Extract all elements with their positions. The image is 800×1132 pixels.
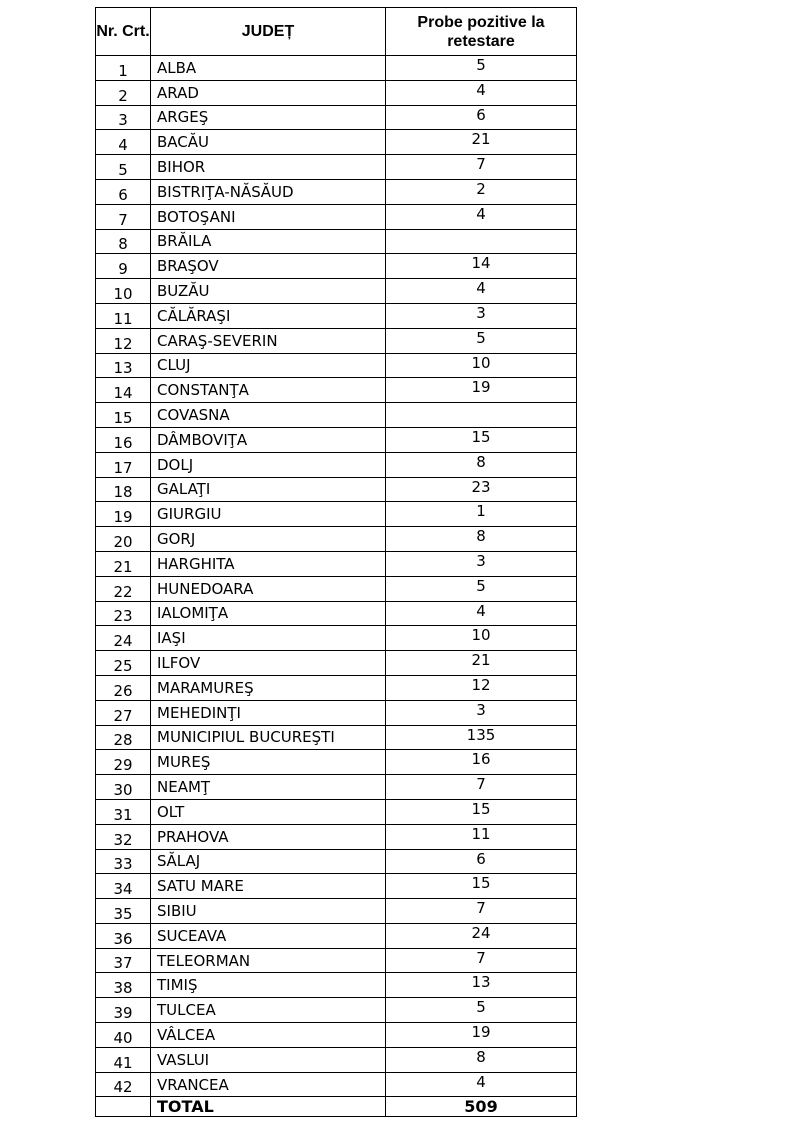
row-number-cell: 9	[96, 254, 151, 279]
row-number-cell: 31	[96, 799, 151, 824]
positive-count-cell: 1	[386, 502, 577, 527]
table-row	[96, 923, 577, 948]
county-name-cell: SATU MARE	[151, 874, 386, 899]
positive-count-cell: 7	[386, 155, 577, 180]
table-row	[96, 179, 577, 204]
row-number-cell: 29	[96, 750, 151, 775]
table-row	[96, 998, 577, 1023]
row-number-cell: 33	[96, 849, 151, 874]
positive-count-cell: 7	[386, 948, 577, 973]
county-name-cell: PRAHOVA	[151, 824, 386, 849]
positive-count-cell: 6	[386, 105, 577, 130]
county-name-cell: CARAŞ-SEVERIN	[151, 328, 386, 353]
county-name-cell: TELEORMAN	[151, 948, 386, 973]
row-number-cell: 18	[96, 477, 151, 502]
total-nr	[96, 1097, 151, 1117]
county-name-cell: VRANCEA	[151, 1072, 386, 1097]
county-name-cell: SUCEAVA	[151, 923, 386, 948]
county-name-cell: MUNICIPIUL BUCUREŞTI	[151, 725, 386, 750]
total-value: 509	[386, 1097, 577, 1117]
county-name-cell: COVASNA	[151, 403, 386, 428]
county-name-cell: BRĂILA	[151, 229, 386, 254]
table-row	[96, 874, 577, 899]
positive-count-cell: 21	[386, 130, 577, 155]
table-row	[96, 328, 577, 353]
positive-count-cell: 10	[386, 353, 577, 378]
positive-count-cell: 4	[386, 80, 577, 105]
positive-count-cell: 4	[386, 601, 577, 626]
county-name-cell: ILFOV	[151, 651, 386, 676]
row-number-cell: 24	[96, 626, 151, 651]
county-name-cell: CĂLĂRAŞI	[151, 303, 386, 328]
county-name-cell: BACĂU	[151, 130, 386, 155]
row-number-cell: 23	[96, 601, 151, 626]
positive-count-cell: 21	[386, 651, 577, 676]
positive-count-cell: 13	[386, 973, 577, 998]
county-name-cell: HUNEDOARA	[151, 576, 386, 601]
county-name-cell: BUZĂU	[151, 279, 386, 304]
table-row	[96, 948, 577, 973]
row-number-cell: 5	[96, 155, 151, 180]
row-number-cell: 42	[96, 1072, 151, 1097]
positive-count-cell: 4	[386, 279, 577, 304]
table-row	[96, 527, 577, 552]
county-name-cell: BRAŞOV	[151, 254, 386, 279]
county-name-cell: DÂMBOVIŢA	[151, 427, 386, 452]
total-row	[96, 1097, 577, 1117]
table-row	[96, 229, 577, 254]
header-probe-pozitive: Probe pozitive la retestare	[386, 8, 577, 56]
positive-count-cell: 3	[386, 551, 577, 576]
row-number-cell: 7	[96, 204, 151, 229]
county-name-cell: BISTRIŢA-NĂSĂUD	[151, 179, 386, 204]
county-name-cell: TIMIŞ	[151, 973, 386, 998]
row-number-cell: 10	[96, 279, 151, 304]
row-number-cell: 4	[96, 130, 151, 155]
row-number-cell: 32	[96, 824, 151, 849]
positive-count-cell: 2	[386, 179, 577, 204]
row-number-cell: 16	[96, 427, 151, 452]
row-number-cell: 39	[96, 998, 151, 1023]
positive-count-cell: 8	[386, 1047, 577, 1072]
table-row	[96, 824, 577, 849]
positive-count-cell	[386, 403, 577, 428]
county-name-cell: HARGHITA	[151, 551, 386, 576]
row-number-cell: 20	[96, 527, 151, 552]
table-row	[96, 378, 577, 403]
county-name-cell: MUREŞ	[151, 750, 386, 775]
row-number-cell: 35	[96, 899, 151, 924]
positive-count-cell: 15	[386, 427, 577, 452]
county-name-cell: ALBA	[151, 56, 386, 81]
table-row	[96, 1047, 577, 1072]
row-number-cell: 2	[96, 80, 151, 105]
table-row	[96, 80, 577, 105]
positive-count-cell: 10	[386, 626, 577, 651]
row-number-cell: 40	[96, 1023, 151, 1048]
county-name-cell: SĂLAJ	[151, 849, 386, 874]
table-row	[96, 204, 577, 229]
positive-count-cell: 5	[386, 328, 577, 353]
county-name-cell: CLUJ	[151, 353, 386, 378]
positive-count-cell: 23	[386, 477, 577, 502]
county-name-cell: IALOMIŢA	[151, 601, 386, 626]
county-name-cell: DOLJ	[151, 452, 386, 477]
positive-count-cell: 7	[386, 775, 577, 800]
row-number-cell: 22	[96, 576, 151, 601]
positive-count-cell: 5	[386, 998, 577, 1023]
county-name-cell: VÂLCEA	[151, 1023, 386, 1048]
county-name-cell: BIHOR	[151, 155, 386, 180]
county-name-cell: TULCEA	[151, 998, 386, 1023]
positive-count-cell: 4	[386, 1072, 577, 1097]
row-number-cell: 8	[96, 229, 151, 254]
positive-count-cell: 7	[386, 899, 577, 924]
county-name-cell: NEAMŢ	[151, 775, 386, 800]
county-name-cell: VASLUI	[151, 1047, 386, 1072]
row-number-cell: 3	[96, 105, 151, 130]
row-number-cell: 14	[96, 378, 151, 403]
table-row	[96, 452, 577, 477]
row-number-cell: 12	[96, 328, 151, 353]
row-number-cell: 11	[96, 303, 151, 328]
county-name-cell: MEHEDINŢI	[151, 700, 386, 725]
row-number-cell: 28	[96, 725, 151, 750]
row-number-cell: 27	[96, 700, 151, 725]
county-name-cell: CONSTANŢA	[151, 378, 386, 403]
table-row	[96, 775, 577, 800]
table-row	[96, 427, 577, 452]
table-row	[96, 155, 577, 180]
county-name-cell: GORJ	[151, 527, 386, 552]
table-row	[96, 973, 577, 998]
row-number-cell: 25	[96, 651, 151, 676]
row-number-cell: 6	[96, 179, 151, 204]
row-number-cell: 41	[96, 1047, 151, 1072]
positive-count-cell: 19	[386, 378, 577, 403]
positive-count-cell: 6	[386, 849, 577, 874]
row-number-cell: 37	[96, 948, 151, 973]
header-nr-crt: Nr. Crt.	[96, 8, 151, 56]
row-number-cell: 19	[96, 502, 151, 527]
row-number-cell: 21	[96, 551, 151, 576]
table-body	[96, 56, 577, 1097]
positive-count-cell: 8	[386, 452, 577, 477]
row-number-cell: 1	[96, 56, 151, 81]
positive-count-cell: 135	[386, 725, 577, 750]
table-row	[96, 353, 577, 378]
positive-count-cell: 8	[386, 527, 577, 552]
table-row	[96, 1023, 577, 1048]
positive-count-cell	[386, 229, 577, 254]
positive-count-cell: 12	[386, 675, 577, 700]
county-name-cell: MARAMUREŞ	[151, 675, 386, 700]
positive-count-cell: 4	[386, 204, 577, 229]
table-row	[96, 279, 577, 304]
row-number-cell: 15	[96, 403, 151, 428]
table-row	[96, 303, 577, 328]
table-row	[96, 502, 577, 527]
row-number-cell: 17	[96, 452, 151, 477]
county-results-table	[95, 7, 577, 1117]
positive-count-cell: 19	[386, 1023, 577, 1048]
row-number-cell: 38	[96, 973, 151, 998]
county-name-cell: SIBIU	[151, 899, 386, 924]
county-name-cell: ARGEŞ	[151, 105, 386, 130]
row-number-cell: 30	[96, 775, 151, 800]
county-name-cell: OLT	[151, 799, 386, 824]
county-name-cell: IAŞI	[151, 626, 386, 651]
table-row	[96, 105, 577, 130]
table-row	[96, 799, 577, 824]
table-row	[96, 551, 577, 576]
table-row	[96, 651, 577, 676]
table-row	[96, 626, 577, 651]
table-row	[96, 725, 577, 750]
positive-count-cell: 16	[386, 750, 577, 775]
table-row	[96, 477, 577, 502]
table-row	[96, 576, 577, 601]
positive-count-cell: 3	[386, 303, 577, 328]
row-number-cell: 34	[96, 874, 151, 899]
row-number-cell: 36	[96, 923, 151, 948]
row-number-cell: 13	[96, 353, 151, 378]
positive-count-cell: 3	[386, 700, 577, 725]
table-row	[96, 849, 577, 874]
table-row	[96, 700, 577, 725]
header-judet: JUDEȚ	[151, 8, 386, 56]
table-row	[96, 56, 577, 81]
county-name-cell: GIURGIU	[151, 502, 386, 527]
table-row	[96, 601, 577, 626]
header-row	[96, 8, 577, 56]
county-name-cell: BOTOŞANI	[151, 204, 386, 229]
table-row	[96, 675, 577, 700]
table-row	[96, 403, 577, 428]
table-row	[96, 254, 577, 279]
row-number-cell: 26	[96, 675, 151, 700]
positive-count-cell: 15	[386, 874, 577, 899]
table-row	[96, 750, 577, 775]
county-name-cell: ARAD	[151, 80, 386, 105]
positive-count-cell: 5	[386, 56, 577, 81]
county-name-cell: GALAŢI	[151, 477, 386, 502]
total-label: TOTAL	[151, 1097, 386, 1117]
table-row	[96, 130, 577, 155]
table-row	[96, 899, 577, 924]
positive-count-cell: 5	[386, 576, 577, 601]
positive-count-cell: 11	[386, 824, 577, 849]
positive-count-cell: 24	[386, 923, 577, 948]
positive-count-cell: 14	[386, 254, 577, 279]
positive-count-cell: 15	[386, 799, 577, 824]
table-row	[96, 1072, 577, 1097]
